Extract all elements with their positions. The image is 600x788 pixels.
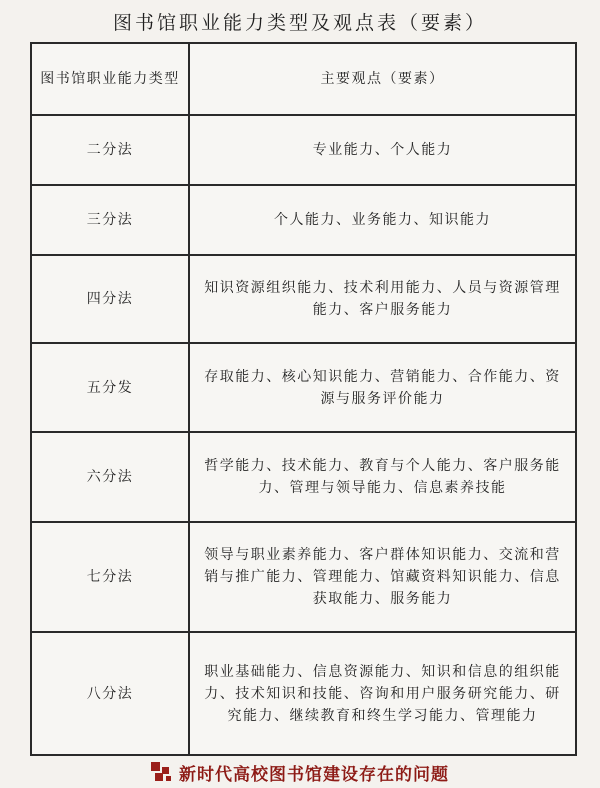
ability-type-table (30, 42, 577, 756)
page-title: 图书馆职业能力类型及观点表（要素） (112, 12, 487, 34)
row-view-cell: 专业能力、个人能力 (189, 115, 576, 185)
row-view-cell: 个人能力、业务能力、知识能力 (189, 185, 576, 255)
row-view-cell: 哲学能力、技术能力、教育与个人能力、客户服务能力、管理与领导能力、信息素养技能 (189, 432, 576, 522)
table-row (31, 185, 576, 255)
footer-text: 新时代高校图书馆建设存在的问题 (179, 764, 449, 785)
row-view-cell: 知识资源组织能力、技术利用能力、人员与资源管理能力、客户服务能力 (189, 255, 576, 343)
row-type-cell: 七分法 (31, 522, 189, 632)
row-view-cell: 领导与职业素养能力、客户群体知识能力、交流和营销与推广能力、管理能力、馆藏资料知识能力、信息获取能力、服务能力 (189, 522, 576, 632)
table-row (31, 632, 576, 755)
row-type-cell: 六分法 (31, 432, 189, 522)
table-row (31, 255, 576, 343)
table-row (31, 432, 576, 522)
row-type-cell: 五分发 (31, 343, 189, 432)
table-row (31, 115, 576, 185)
table-row (31, 343, 576, 432)
table-row (31, 522, 576, 632)
row-type-cell: 二分法 (31, 115, 189, 185)
footer-caption (0, 760, 600, 784)
row-type-cell: 四分法 (31, 255, 189, 343)
table-header-row (31, 43, 576, 115)
header-main-views: 主要观点（要素） (189, 43, 576, 115)
row-view-cell: 职业基础能力、信息资源能力、知识和信息的组织能力、技术知识和技能、咨询和用户服务研究能力、研究能力、继续教育和终生学习能力、管理能力 (189, 632, 576, 755)
row-view-cell: 存取能力、核心知识能力、营销能力、合作能力、资源与服务评价能力 (189, 343, 576, 432)
brand-mark-icon (151, 762, 173, 782)
row-type-cell: 三分法 (31, 185, 189, 255)
header-ability-type: 图书馆职业能力类型 (31, 43, 189, 115)
row-type-cell: 八分法 (31, 632, 189, 755)
